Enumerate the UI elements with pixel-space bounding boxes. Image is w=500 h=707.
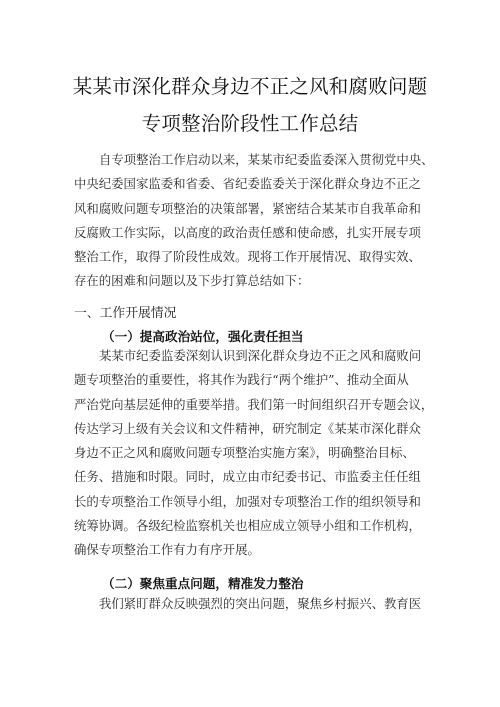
intro-paragraph (74, 148, 444, 294)
paragraph-line: 风和腐败问题专项整治的决策部署，紧密结合某某市自我革命和 (74, 200, 421, 216)
paragraph-line: 我们紧盯群众反映强烈的突出问题，聚焦乡村振兴、教育医 (99, 596, 422, 611)
paragraph-line: 严治党向基层延伸的重要举措。我们第一时间组织召开专题会议， (74, 396, 434, 412)
paragraph-line: 某某市纪委监委深刻认识到深化群众身边不正之风和腐败问 (99, 348, 422, 363)
subsection-heading: （二）聚焦重点问题，精准发力整治 (102, 576, 304, 591)
paragraph-line: 中央纪委国家监委和省委、省纪委监委关于深化群众身边不正之 (74, 176, 421, 192)
paragraph-line: 反腐败工作实际，以高度的政治责任感和使命感，扎实开展专项 (74, 224, 421, 240)
subsection-1-paragraph (74, 344, 444, 563)
document-title-line-2: 专项整治阶段性工作总结 (141, 112, 359, 135)
paragraph-line: 题专项整治的重要性，将其作为践行“两个维护”、推动全面从 (74, 372, 409, 388)
paragraph-line: 传达学习上级有关会议和文件精神，研究制定《某某市深化群众 (74, 420, 421, 436)
document-title-line-1: 某某市深化群众身边不正之风和腐败问题 (72, 75, 428, 98)
section-heading: 一、工作开展情况 (74, 306, 177, 321)
paragraph-line: 统筹协调。各级纪检监察机关也相应成立领导小组和工作机构， (74, 518, 421, 534)
subsection-2-paragraph (74, 592, 444, 616)
paragraph-line: 长的专项整治工作领导小组，加强对专项整治工作的组织领导和 (74, 493, 421, 509)
paragraph-line: 整治工作，取得了阶段性成效。现将工作开展情况、取得实效、 (74, 249, 421, 265)
paragraph-line: 存在的困难和问题以及下步打算总结如下： (74, 273, 310, 289)
paragraph-line: 自专项整治工作启动以来，某某市纪委监委深入贯彻党中央、 (99, 152, 434, 167)
subsection-heading: （一）提高政治站位，强化责任担当 (102, 329, 304, 344)
paragraph-line: 任务、措施和时限。同时，成立由市纪委书记、市监委主任任组 (74, 469, 421, 485)
paragraph-line: 确保专项整治工作有力有序开展。 (74, 542, 260, 558)
paragraph-line: 身边不正之风和腐败问题专项整治实施方案》，明确整治目标、 (74, 445, 415, 461)
